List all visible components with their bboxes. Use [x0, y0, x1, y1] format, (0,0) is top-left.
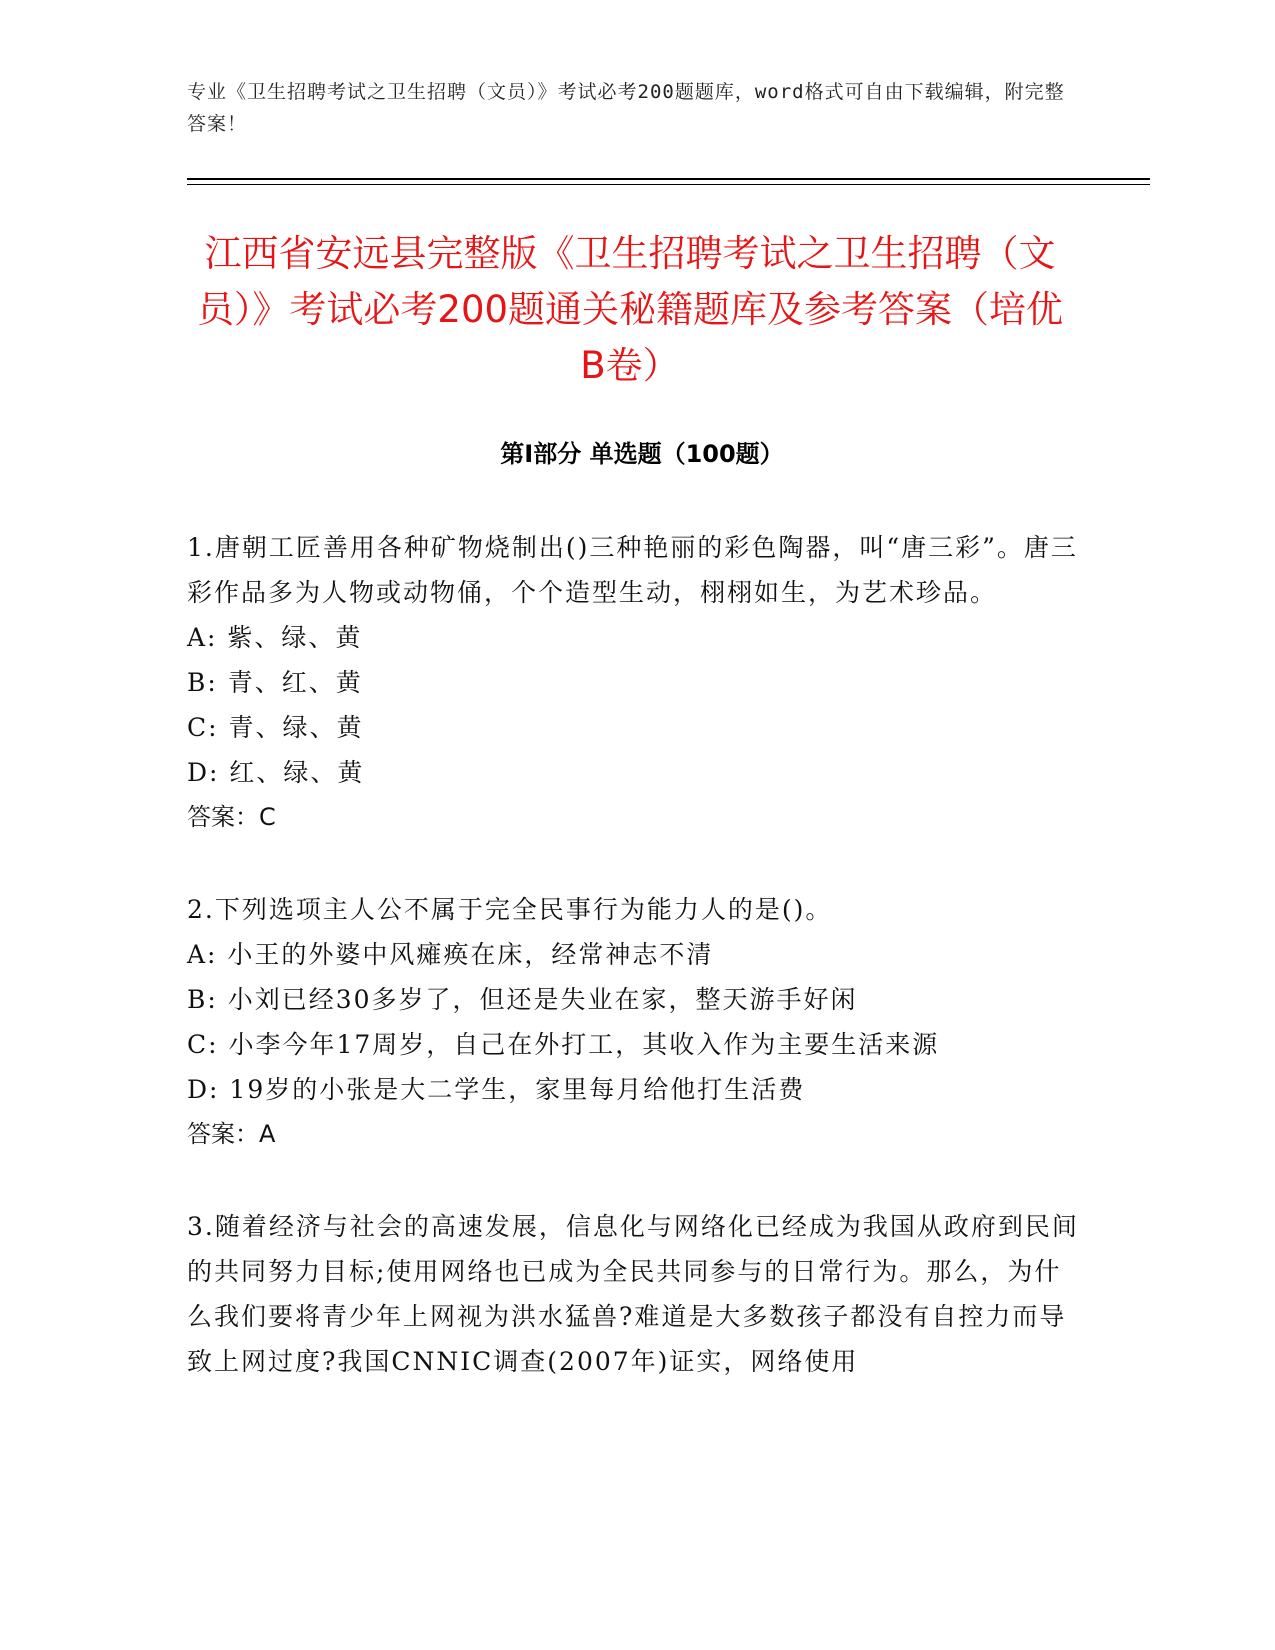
option-c: C: 小李今年17周岁，自己在外打工，其收入作为主要生活来源 [187, 1030, 940, 1059]
answer-line: 答案：C [187, 803, 276, 831]
header-note: 专业《卫生招聘考试之卫生招聘（文员）》考试必考200题题库，word格式可自由下载编辑，附完整答案！ [187, 81, 1065, 135]
question-stem: 1.唐朝工匠善用各种矿物烧制出()三种艳丽的彩色陶器，叫“唐三彩”。唐三彩作品多为人物或动物俑，个个造型生动，栩栩如生，为艺术珍品。 [187, 533, 1078, 607]
option-a: A: 紫、绿、黄 [187, 623, 363, 652]
document-title: 江西省安远县完整版《卫生招聘考试之卫生招聘（文员）》考试必考200题通关秘籍题库及参考答案（培优B卷） [196, 232, 1064, 387]
option-b: B: 青、红、黄 [187, 668, 363, 697]
header-divider-thin [187, 184, 1150, 185]
option-d: D: 19岁的小张是大二学生，家里每月给他打生活费 [187, 1075, 806, 1104]
question-2 [187, 887, 1087, 1157]
section-heading: 第Ⅰ部分 单选题（100题） [500, 440, 784, 468]
question-stem: 2.下列选项主人公不属于完全民事行为能力人的是()。 [187, 895, 833, 924]
question-list [187, 525, 1087, 1431]
question-1 [187, 525, 1087, 840]
option-b: B: 小刘已经30多岁了，但还是失业在家，整天游手好闲 [187, 985, 858, 1014]
option-c: C: 青、绿、黄 [187, 713, 364, 742]
question-stem: 3.随着经济与社会的高速发展，信息化与网络化已经成为我国从政府到民间的共同努力目标;使用网络也已成为全民共同参与的日常行为。那么，为什么我们要将青少年上网视为洪水猛兽?难道是大多数孩子都没有自控力而导致上网过度?我国CNNIC调查(2007年)证实，网络使用 [187, 1212, 1079, 1376]
option-a: A: 小王的外婆中风瘫痪在床，经常神志不清 [187, 940, 714, 969]
option-d: D: 红、绿、黄 [187, 758, 365, 787]
header-divider-thick [187, 178, 1150, 180]
answer-line: 答案：A [187, 1120, 276, 1148]
question-3 [187, 1204, 1087, 1384]
